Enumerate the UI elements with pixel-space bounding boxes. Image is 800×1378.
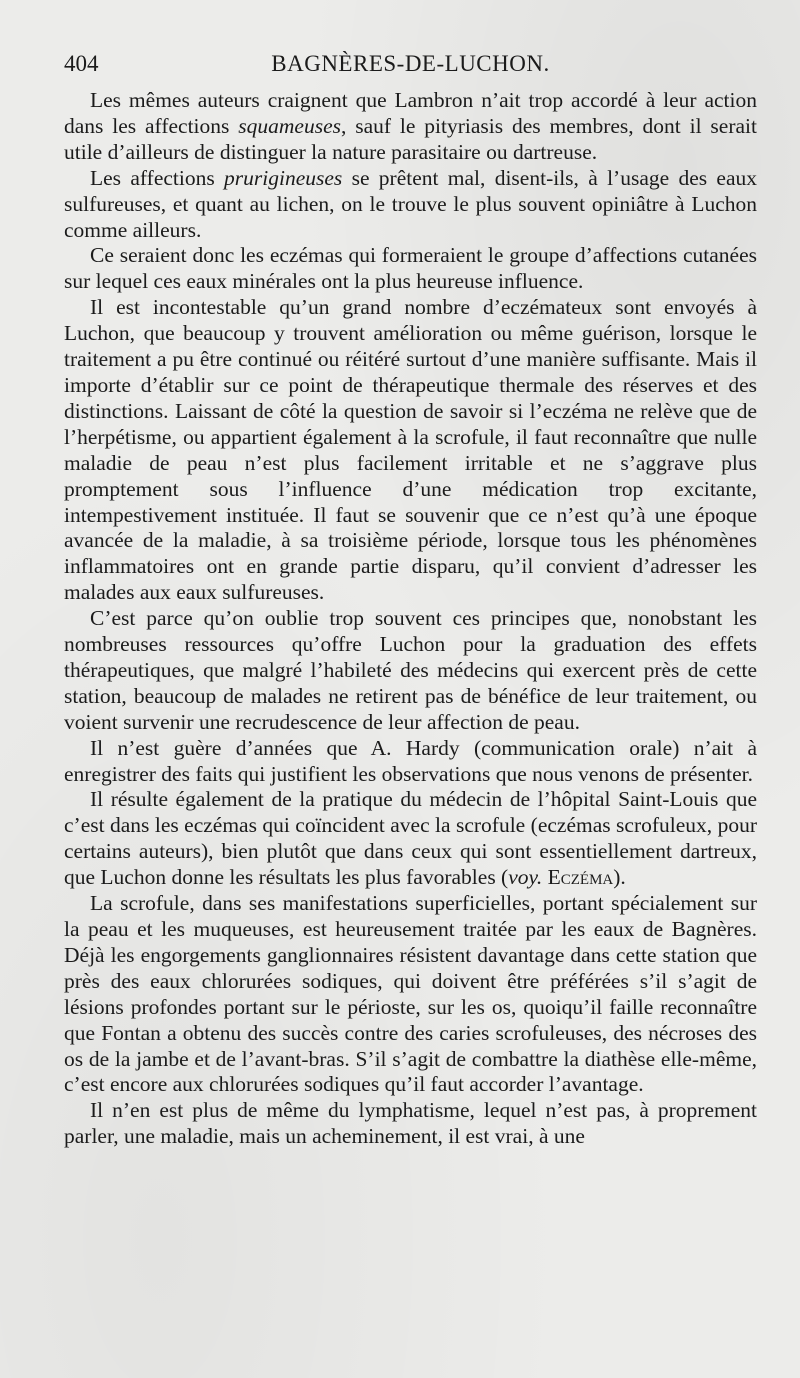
running-title: BAGNÈRES-DE-LUCHON. [271,51,550,76]
page-header [64,48,757,80]
paragraph-2: Les affections prurigineuses se prêtent mal, disent-ils, à l’usage des eaux sulfureuses, et quant au lichen, on le trouve le plus souvent opiniâtre à Luchon comme ailleurs. [64,165,758,242]
paragraph-6: Il n’est guère d’années que A. Hardy (communication orale) n’ait à enregistrer des faits qui justifient les observations que nous venons de présenter. [64,735,757,786]
emphasis-squameuses: squameuses [238,113,341,138]
paragraph-9: Il n’en est plus de même du lymphatisme, lequel n’est pas, à proprement parler, une maladie, mais un acheminement, il est vrai, à une [64,1098,757,1149]
emphasis-voy: voy. [508,865,543,890]
page-number: 404 [64,51,99,76]
paragraph-4: Il est incontestable qu’un grand nombre d’eczémateux sont envoyés à Luchon, que beaucoup y trouvent amélioration ou même guérison, lorsque le traitement a pu être continué ou réitéré surtout d’une manière suffisante. Mais il importe d’établir sur ce point de thérapeutique thermale des réserves et des distinctions. Laissant de côté la question de savoir si l’eczéma ne relève que de l’herpétisme, ou appartient également à la scrofule, il faut reconnaître que nulle maladie de peau n’est plus facilement irritable et ne s’aggrave plus promptement sous l’influence d’une médication trop excitante, intempestivement instituée. Il faut se souvenir que ce n’est qu’à une époque avancée de la maladie, à sa troisième période, lorsque tous les phénomènes inflammatoires ont en grande partie disparu, qu’il convient d’adresser les malades aux eaux sulfureuses. [64,295,757,605]
paragraph-8: La scrofule, dans ses manifestations superficielles, portant spécialement sur la peau et les muqueuses, est heureusement traitée par les eaux de Bagnères. Déjà les engorgements ganglionnaires résistent davantage dans cette station que près des eaux chlorurées sodiques, qui doivent être préférées s’il s’agit de lésions profondes portant sur le périoste, sur les os, quoiqu’il faille reconnaître que Fontan a obtenu des succès contre des caries scrofuleuses, des nécroses des os de la jambe et de l’avant-bras. S’il s’agit de combattre la diathèse elle-même, c’est encore aux chlorurées sodiques qu’il faut accorder l’avantage. [64,891,757,1097]
paragraph-7: Il résulte également de la pratique du médecin de l’hôpital Saint-Louis que c’est dans les eczémas qui coïncident avec la scrofule (eczémas scrofuleux, pour certains auteurs), bien plutôt que dans ceux qui sont essentiellement dartreux, que Luchon donne les résultats les plus favorables (voy. Eczéma). [64,787,757,890]
emphasis-prurigineuses: prurigineuses [224,165,343,190]
paragraph-1: Les mêmes auteurs craignent que Lambron n’ait trop accordé à leur action dans les affections squameuses, sauf le pityriasis des membres, dont il serait utile d’ailleurs de distinguer la nature parasitaire ou dartreuse. [64,88,757,164]
paragraph-5: C’est parce qu’on oublie trop souvent ces principes que, nonobstant les nombreuses ressources qu’offre Luchon pour la graduation des effets thérapeutiques, que malgré l’habileté des médecins qui exercent près de cette station, beaucoup de malades ne retirent pas de bénéfice de leur traitement, ou voient survenir une recrudescence de leur affection de peau. [64,606,757,734]
body-text [64,88,757,1150]
cross-reference-eczema: Eczéma [547,865,614,890]
paragraph-3: Ce seraient donc les eczémas qui formeraient le groupe d’affections cutanées sur lequel ces eaux minérales ont la plus heureuse influence. [64,243,757,294]
